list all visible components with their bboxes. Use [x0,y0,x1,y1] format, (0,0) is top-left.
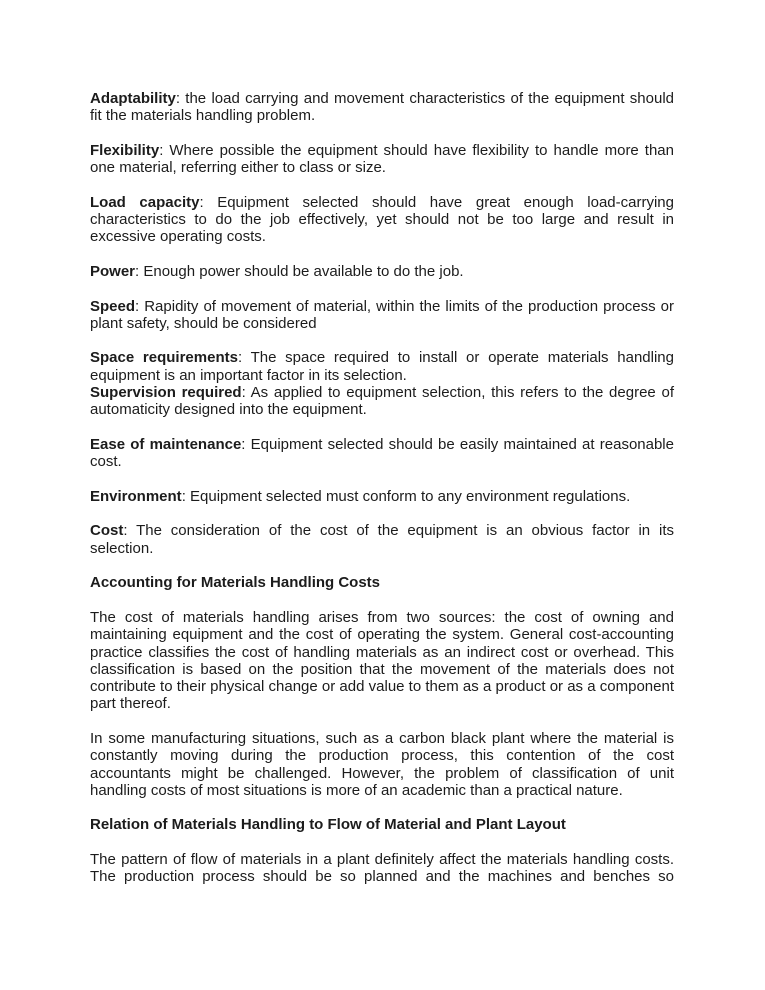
definition-adaptability-text: : the load carrying and movement characteristics of the equipment should fit the materials handling problem. [90,90,674,125]
definition-power [90,263,674,280]
definition-adaptability [90,90,674,125]
document-content [90,90,674,903]
definition-power-text: : Enough power should be available to do the job. [135,262,464,280]
term-speed: Speed [90,297,136,315]
definition-space-requirements-text: : The space required to install or operate materials handling equipment is an important factor in its selection. [90,349,674,384]
term-ease-of-maintenance: Ease of maintenance [90,435,242,453]
definition-speed-text: : Rapidity of movement of material, within the limits of the production process or plant safety, should be considered [90,297,674,332]
definition-flexibility-text: : Where possible the equipment should have flexibility to handle more than one material, referring either to class or size. [90,141,674,177]
definition-supervision-required-text: : As applied to equipment selection, this refers to the degree of automaticity designed into the equipment. [90,384,674,419]
definition-environment-text: : Equipment selected must conform to any environment regulations. [181,487,631,505]
definition-speed [90,298,674,333]
definition-environment [90,488,674,505]
term-flexibility: Flexibility [90,141,160,159]
definition-supervision-required [90,384,674,419]
definition-ease-of-maintenance-text: : Equipment selected should be easily maintained at reasonable cost. [90,435,674,471]
body-paragraph-flow-pattern: The pattern of flow of materials in a plant definitely affect the materials handling costs. The production process should be so planned and the machines and benches so [90,851,674,886]
section-heading-accounting-costs: Accounting for Materials Handling Costs [90,574,381,592]
body-paragraph-cost-sources: The cost of materials handling arises from two sources: the cost of owning and maintaining equipment and the cost of operating the system. General cost-accounting practice classifies the cost of handling materials as an indirect cost or overhead. This classification is based on the position that the movement of the materials does not contribute to their physical change or add value to them as a product or as a component part thereof. [90,608,674,713]
section-heading-relation-flow-layout: Relation of Materials Handling to Flow of Material and Plant Layout [90,816,566,834]
term-adaptability: Adaptability [90,90,176,107]
term-cost: Cost [90,522,124,540]
definition-load-capacity-text: : Equipment selected should have great enough load-carrying characteristics to do the job effectively, yet should not be too large and result in excessive operating costs. [90,193,674,246]
definition-ease-of-maintenance [90,436,674,471]
definition-space-requirements [90,349,674,384]
definition-flexibility [90,142,674,177]
term-space-requirements: Space requirements [90,349,238,367]
definition-load-capacity [90,194,674,246]
term-supervision-required: Supervision required [90,384,242,402]
definition-cost [90,522,674,557]
term-environment: Environment [90,487,182,505]
term-power: Power [90,262,136,280]
body-paragraph-carbon-black: In some manufacturing situations, such as a carbon black plant where the material is constantly moving during the production process, this contention of the cost accountants might be challenged. However, the problem of classification of unit handling costs of most situations is more of an academic than a practical nature. [90,729,674,799]
term-load-capacity: Load capacity [90,193,200,211]
definition-cost-text: : The consideration of the cost of the equipment is an obvious factor in its selection. [90,522,674,557]
